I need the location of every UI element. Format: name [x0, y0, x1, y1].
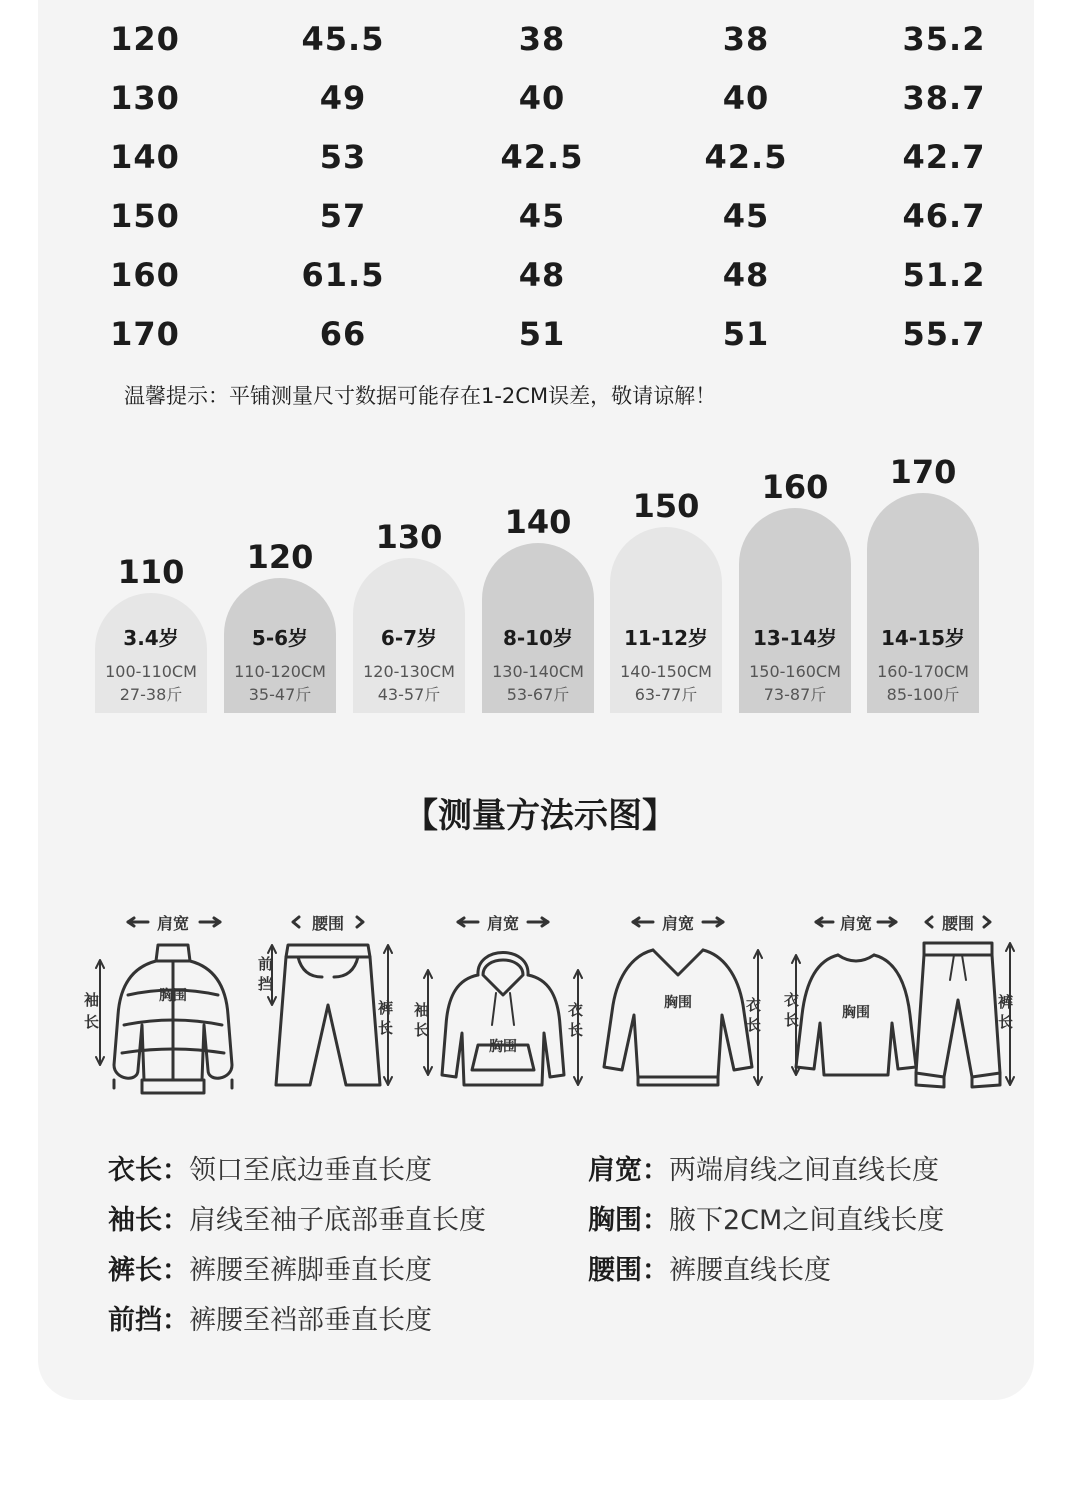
definition-desc: 两端肩线之间直线长度 — [669, 1155, 939, 1186]
table-cell: 51.2 — [902, 256, 986, 294]
label-sleeve-1b: 长 — [84, 1013, 100, 1031]
label-length-3b: 长 — [784, 1011, 800, 1029]
arch-age-label: 3.4岁 — [123, 626, 179, 650]
label-pants-length-2b: 长 — [998, 1013, 1014, 1031]
table-cell: 51 — [518, 315, 566, 353]
definition-item — [588, 1198, 944, 1237]
label-shoulder-1: 肩宽 — [156, 914, 190, 933]
arch-size-label: 120 — [246, 538, 314, 576]
label-waist-1: 腰围 — [311, 914, 345, 933]
definition-desc: 裤腰至裤脚垂直长度 — [189, 1255, 432, 1286]
table-cell: 120 — [110, 20, 180, 58]
label-waist-2: 腰围 — [941, 914, 975, 933]
arch-weight-label: 73-87斤 — [763, 685, 827, 704]
puffer-jacket-icon — [84, 914, 232, 1093]
definition-term: 肩宽： — [588, 1155, 669, 1186]
definition-desc: 领口至底边垂直长度 — [189, 1155, 432, 1186]
arch-age-label: 13-14岁 — [753, 626, 837, 650]
tip-text: 温馨提示：平铺测量尺寸数据可能存在1-2CM误差，敬请谅解！ — [124, 384, 717, 408]
table-cell: 38 — [722, 20, 770, 58]
arch-age-label: 8-10岁 — [502, 626, 574, 650]
definition-term: 袖长： — [108, 1205, 189, 1236]
label-chest-2: 胸围 — [489, 1039, 517, 1055]
table-cell: 66 — [319, 315, 367, 353]
table-row — [0, 69, 1080, 128]
arch-height-label: 120-130CM — [363, 662, 455, 681]
label-sleeve-1: 袖 — [84, 991, 100, 1009]
label-length-2: 衣 — [746, 996, 762, 1014]
label-chest-1: 胸围 — [159, 988, 187, 1004]
table-row — [0, 10, 1080, 69]
arch-height-label: 130-140CM — [492, 662, 584, 681]
arch-age-label: 11-12岁 — [624, 626, 708, 650]
arch-size-label: 130 — [375, 518, 443, 556]
table-row — [0, 187, 1080, 246]
label-shoulder-3: 肩宽 — [661, 914, 695, 933]
table-cell: 35.2 — [902, 20, 986, 58]
label-shoulder-4: 肩宽 — [839, 914, 873, 933]
label-front-rise-b: 挡 — [258, 975, 274, 993]
label-front-rise: 前 — [258, 955, 274, 973]
definition-term: 前挡： — [108, 1305, 189, 1336]
section-title: 【测量方法示图】 — [404, 796, 676, 836]
arch-height-label: 110-120CM — [234, 662, 326, 681]
table-cell: 42.5 — [500, 138, 584, 176]
table-cell: 170 — [110, 315, 180, 353]
label-length-2b: 长 — [746, 1016, 762, 1034]
arch-weight-label: 43-57斤 — [377, 685, 441, 704]
arch-weight-label: 53-67斤 — [506, 685, 570, 704]
definition-item — [588, 1148, 939, 1187]
table-cell: 46.7 — [902, 197, 986, 235]
label-length-3: 衣 — [784, 991, 800, 1009]
table-cell: 48 — [722, 256, 770, 294]
table-cell: 42.5 — [704, 138, 788, 176]
table-cell: 38.7 — [902, 79, 986, 117]
arch-size-label: 150 — [632, 487, 700, 525]
label-chest-3: 胸围 — [664, 995, 692, 1011]
definition-term: 衣长： — [108, 1155, 189, 1186]
label-pants-length-1: 裤 — [378, 999, 394, 1017]
arch-age-label: 5-6岁 — [251, 626, 309, 650]
definition-item — [108, 1298, 432, 1337]
arch-age-label: 6-7岁 — [380, 626, 438, 650]
label-chest-4: 胸围 — [842, 1005, 870, 1021]
table-cell: 51 — [722, 315, 770, 353]
definition-term: 裤长： — [108, 1255, 189, 1286]
definition-term: 腰围： — [588, 1255, 669, 1286]
pants-icon — [258, 914, 393, 1085]
table-cell: 40 — [722, 79, 770, 117]
definition-item — [588, 1248, 831, 1287]
table-row — [0, 305, 1080, 364]
definition-desc: 腋下2CM之间直线长度 — [669, 1205, 945, 1236]
table-row — [0, 246, 1080, 305]
definition-desc: 裤腰直线长度 — [669, 1255, 831, 1286]
label-pants-length-1b: 长 — [378, 1019, 394, 1037]
label-length-1b: 长 — [568, 1021, 584, 1039]
table-cell: 45.5 — [301, 20, 385, 58]
arch-height-label: 150-160CM — [749, 662, 841, 681]
arch-weight-label: 27-38斤 — [119, 685, 183, 704]
table-cell: 55.7 — [902, 315, 986, 353]
arch-weight-label: 35-47斤 — [248, 685, 312, 704]
sweatshirt-jogger-icon — [784, 914, 1014, 1087]
arch-height-label: 160-170CM — [877, 662, 969, 681]
table-cell: 38 — [518, 20, 566, 58]
definition-item — [108, 1198, 486, 1237]
table-cell: 53 — [319, 138, 367, 176]
definition-desc: 肩线至袖子底部垂直长度 — [189, 1205, 486, 1236]
table-cell: 49 — [319, 79, 367, 117]
arch-age-label: 14-15岁 — [881, 626, 965, 650]
arch-weight-label: 63-77斤 — [634, 685, 698, 704]
table-cell: 160 — [110, 256, 180, 294]
table-cell: 140 — [110, 138, 180, 176]
arch-weight-label: 85-100斤 — [886, 685, 960, 704]
table-cell: 42.7 — [902, 138, 986, 176]
table-row — [0, 128, 1080, 187]
measurement-diagram — [78, 905, 1018, 1105]
arch-size-label: 160 — [761, 468, 829, 506]
definition-item — [108, 1248, 432, 1287]
label-length-1: 衣 — [568, 1001, 584, 1019]
label-shoulder-2: 肩宽 — [486, 914, 520, 933]
arch-size-label: 110 — [117, 553, 185, 591]
label-pants-length-2: 裤 — [998, 993, 1014, 1011]
label-sleeve-2: 袖 — [414, 1001, 430, 1019]
sweater-icon — [604, 914, 762, 1085]
table-cell: 150 — [110, 197, 180, 235]
table-cell: 45 — [518, 197, 566, 235]
definition-term: 胸围： — [588, 1205, 669, 1236]
table-cell: 48 — [518, 256, 566, 294]
table-cell: 45 — [722, 197, 770, 235]
hoodie-icon — [414, 914, 583, 1085]
definition-item — [108, 1148, 432, 1187]
table-cell: 40 — [518, 79, 566, 117]
arch-height-label: 100-110CM — [105, 662, 197, 681]
label-sleeve-2b: 长 — [414, 1021, 430, 1039]
arch-size-label: 140 — [504, 503, 572, 541]
table-cell: 61.5 — [301, 256, 385, 294]
table-cell: 57 — [319, 197, 367, 235]
definition-desc: 裤腰至裆部垂直长度 — [189, 1305, 432, 1336]
table-cell: 130 — [110, 79, 180, 117]
arch-size-label: 170 — [889, 453, 957, 491]
arch-height-label: 140-150CM — [620, 662, 712, 681]
